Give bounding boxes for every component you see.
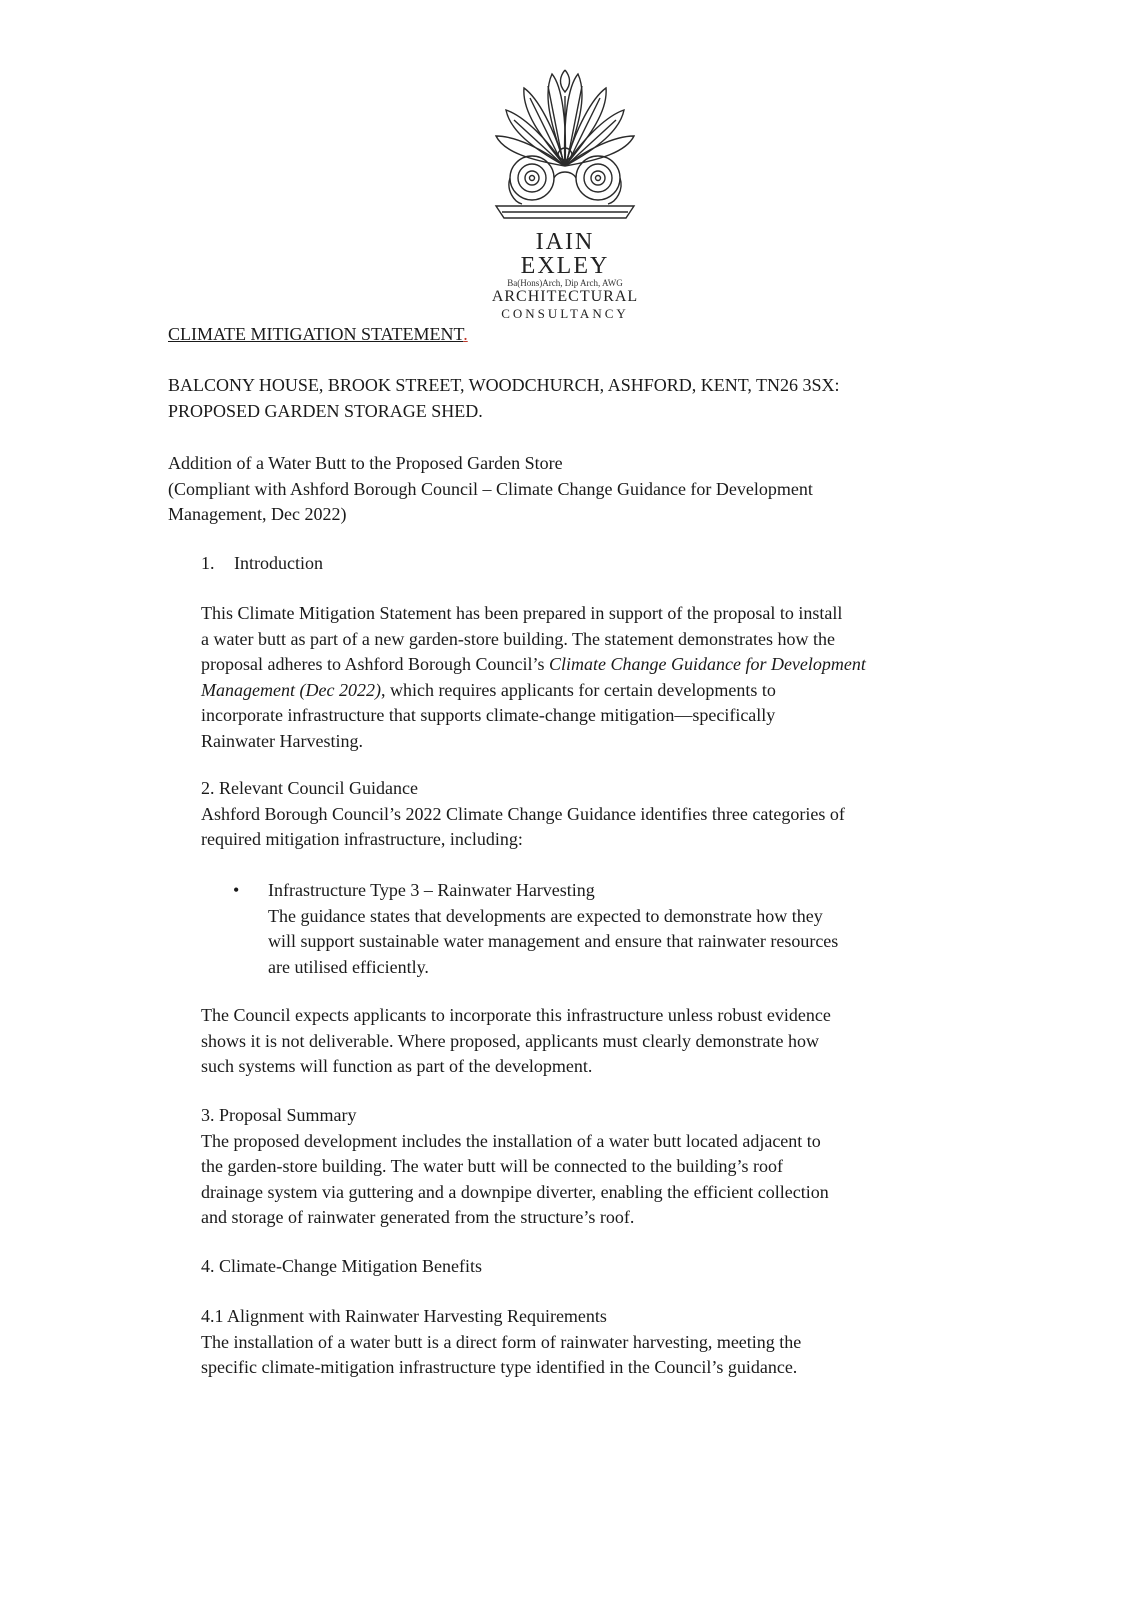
subtitle-line: Addition of a Water Butt to the Proposed Garden Store bbox=[168, 453, 563, 473]
paragraph-line: required mitigation infrastructure, including: bbox=[201, 829, 523, 849]
subtitle-line: Management, Dec 2022) bbox=[168, 504, 347, 524]
bullet-line: are utilised efficiently. bbox=[268, 956, 429, 977]
paragraph-line: The installation of a water butt is a direct form of rainwater harvesting, meeting the bbox=[201, 1331, 802, 1352]
section-2-heading: 2. Relevant Council Guidance bbox=[201, 778, 418, 798]
logo-line-architectural: ARCHITECTURAL bbox=[491, 288, 639, 305]
address-line: BALCONY HOUSE, BROOK STREET, WOODCHURCH, ASHFORD, KENT, TN26 3SX: bbox=[168, 375, 840, 395]
paragraph-line: The proposed development includes the installation of a water butt located adjacent to bbox=[201, 1130, 821, 1151]
section-4-heading: 4. Climate-Change Mitigation Benefits bbox=[201, 1256, 482, 1276]
anthemion-ornament-icon bbox=[492, 66, 638, 226]
paragraph-line: the garden-store building. The water butt will be connected to the building’s roof bbox=[201, 1156, 784, 1176]
paragraph-line: shows it is not deliverable. Where proposed, applicants must clearly demonstrate how bbox=[201, 1030, 820, 1051]
paragraph-line: Ashford Borough Council’s 2022 Climate Change Guidance identifies three categories of bbox=[201, 803, 845, 824]
paragraph-line: a water butt as part of a new garden-store building. The statement demonstrates how the bbox=[201, 628, 835, 649]
bullet-line: Infrastructure Type 3 – Rainwater Harvesting bbox=[268, 880, 595, 900]
guidance-title-italic: Management (Dec 2022) bbox=[201, 679, 381, 700]
subtitle-line: (Compliant with Ashford Borough Council – Climate Change Guidance for Development bbox=[168, 478, 813, 499]
document-subtitle bbox=[168, 451, 948, 528]
section-4-1 bbox=[201, 1304, 951, 1381]
section-3 bbox=[201, 1103, 951, 1231]
paragraph-text: , which requires applicants for certain developments to bbox=[380, 679, 776, 700]
section-1-heading bbox=[201, 551, 951, 577]
address-line: PROPOSED GARDEN STORAGE SHED. bbox=[168, 400, 483, 421]
paragraph-line: Rainwater Harvesting. bbox=[201, 730, 363, 751]
logo-qualifications: Ba(Hons)Arch, Dip Arch, AWG bbox=[507, 278, 623, 288]
paragraph-line: and storage of rainwater generated from the structure’s roof. bbox=[201, 1207, 635, 1227]
logo-line-consultancy: CONSULTANCY bbox=[501, 306, 629, 321]
paragraph-line bbox=[201, 652, 951, 678]
section-4-1-heading: 4.1 Alignment with Rainwater Harvesting Requirements bbox=[201, 1306, 607, 1326]
section-1-number: 1. bbox=[201, 553, 215, 573]
section-2-closing bbox=[201, 1003, 951, 1080]
section-2 bbox=[201, 776, 951, 853]
paragraph-text: proposal adheres to Ashford Borough Council’s bbox=[201, 654, 549, 674]
document-title bbox=[168, 322, 948, 348]
section-1-paragraph bbox=[201, 601, 951, 754]
bullet-line: will support sustainable water management and ensure that rainwater resources bbox=[268, 931, 839, 951]
document-title-period: . bbox=[463, 324, 468, 344]
logo-name: IAIN EXLEY bbox=[520, 229, 610, 279]
paragraph-line: The Council expects applicants to incorporate this infrastructure unless robust evidence bbox=[201, 1005, 831, 1025]
paragraph-line bbox=[201, 678, 951, 704]
section-1-title: Introduction bbox=[234, 553, 323, 573]
site-address bbox=[168, 373, 948, 424]
paragraph-line: drainage system via guttering and a downpipe diverter, enabling the efficient collection bbox=[201, 1181, 829, 1202]
paragraph-line: incorporate infrastructure that supports climate-change mitigation—specifically bbox=[201, 705, 776, 725]
guidance-title-italic: Climate Change Guidance for Development bbox=[548, 654, 866, 674]
paragraph-line: specific climate-mitigation infrastructure type identified in the Council’s guidance. bbox=[201, 1357, 798, 1377]
bullet-point: • bbox=[233, 880, 240, 900]
document-title-text: CLIMATE MITIGATION STATEMENT bbox=[168, 324, 464, 344]
paragraph-line: This Climate Mitigation Statement has been prepared in support of the proposal to install bbox=[201, 603, 843, 623]
bullet-line: The guidance states that developments are expected to demonstrate how they bbox=[268, 905, 823, 926]
paragraph-line: such systems will function as part of the development. bbox=[201, 1056, 593, 1076]
bullet-item bbox=[268, 878, 948, 980]
company-logo bbox=[490, 66, 640, 322]
section-3-heading: 3. Proposal Summary bbox=[201, 1105, 357, 1125]
